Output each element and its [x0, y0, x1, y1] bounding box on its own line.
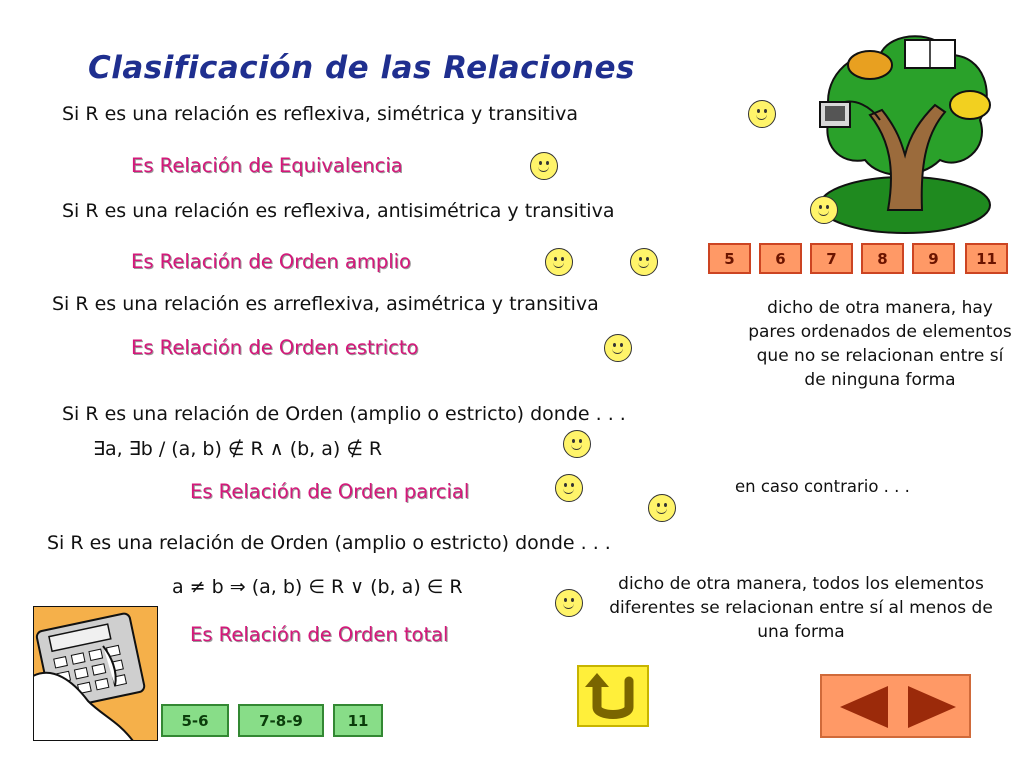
statement-orden-total: Si R es una relación de Orden (amplio o estricto) donde . . . — [47, 532, 611, 554]
smiley-icon[interactable] — [604, 334, 632, 362]
statement-equivalencia: Si R es una relación es reflexiva, simétrica y transitiva — [62, 103, 579, 125]
note-total: dicho de otra manera, todos los elementos diferentes se relacionan entre sí al menos de una forma — [609, 574, 993, 642]
nav-button-5[interactable]: 5 — [708, 243, 751, 274]
nav-button-11-bottom[interactable]: 11 — [333, 704, 383, 737]
note-parcial: dicho de otra manera, hay pares ordenados de elementos que no se relacionan entre sí de ninguna forma — [748, 298, 1012, 390]
result-orden-total: Es Relación de Orden total — [190, 623, 449, 646]
statement-orden-amplio: Si R es una relación es reflexiva, antisimétrica y transitiva — [62, 200, 615, 222]
nav-button-8[interactable]: 8 — [861, 243, 904, 274]
nav-button-9[interactable]: 9 — [912, 243, 955, 274]
smiley-icon[interactable] — [563, 430, 591, 458]
smiley-icon[interactable] — [648, 494, 676, 522]
nav-button-7[interactable]: 7 — [810, 243, 853, 274]
smiley-icon[interactable] — [545, 248, 573, 276]
smiley-icon[interactable] — [555, 474, 583, 502]
nav-button-5-6[interactable]: 5-6 — [161, 704, 229, 737]
statement-orden-parcial: Si R es una relación de Orden (amplio o estricto) donde . . . — [62, 403, 626, 425]
formula-parcial: ∃a, ∃b / (a, b) ∉ R ∧ (b, a) ∉ R — [93, 438, 383, 460]
result-orden-amplio: Es Relación de Orden amplio — [131, 250, 411, 273]
calculator-hand-icon — [33, 606, 158, 741]
formula-total: a ≠ b ⇒ (a, b) ∈ R ∨ (b, a) ∈ R — [172, 576, 463, 598]
smiley-icon[interactable] — [810, 196, 838, 224]
page-title: Clasificación de las Relaciones — [88, 50, 635, 86]
result-equivalencia: Es Relación de Equivalencia — [131, 154, 403, 177]
nav-button-7-8-9[interactable]: 7-8-9 — [238, 704, 324, 737]
result-orden-estricto: Es Relación de Orden estricto — [131, 336, 419, 359]
smiley-icon[interactable] — [630, 248, 658, 276]
return-button[interactable] — [577, 665, 649, 727]
arrow-navigation-panel — [820, 674, 971, 738]
smiley-icon[interactable] — [555, 589, 583, 617]
return-arrow-icon — [579, 667, 647, 725]
smiley-icon[interactable] — [748, 100, 776, 128]
nav-button-11[interactable]: 11 — [965, 243, 1008, 274]
next-arrow-icon[interactable] — [902, 682, 964, 732]
tree-clipart-icon — [810, 20, 1000, 235]
smiley-icon[interactable] — [530, 152, 558, 180]
statement-orden-estricto: Si R es una relación es arreflexiva, asimétrica y transitiva — [52, 293, 599, 315]
previous-arrow-icon[interactable] — [832, 682, 894, 732]
result-orden-parcial: Es Relación de Orden parcial — [190, 480, 470, 503]
note-contrario: en caso contrario . . . — [735, 477, 910, 496]
nav-button-6[interactable]: 6 — [759, 243, 802, 274]
